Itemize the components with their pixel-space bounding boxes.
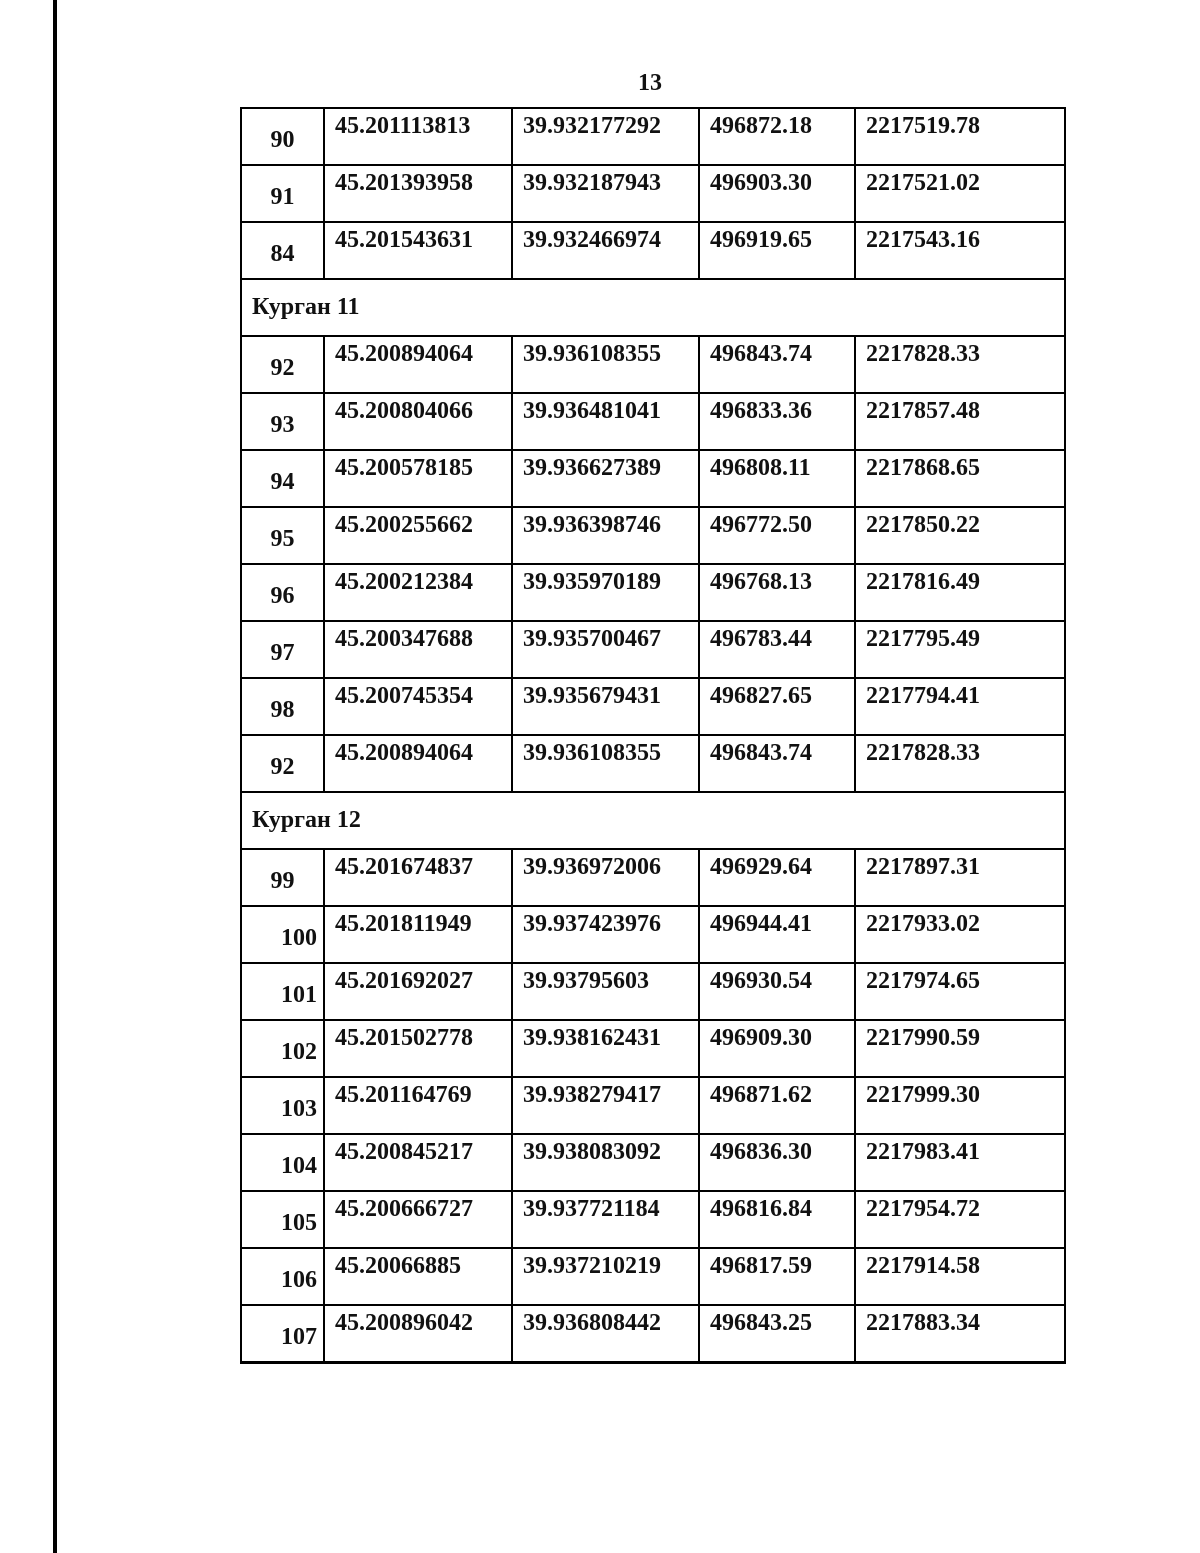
y-coordinate-cell: 2217828.33: [855, 336, 1065, 393]
table-row: [241, 678, 1065, 735]
latitude-cell: 45.200666727: [324, 1191, 512, 1248]
y-coordinate-cell: 2217519.78: [855, 108, 1065, 165]
longitude-cell: 39.935700467: [512, 621, 699, 678]
point-number-cell: 91: [241, 165, 324, 222]
point-number-cell: 98: [241, 678, 324, 735]
table-row: [241, 1020, 1065, 1077]
longitude-cell: 39.936481041: [512, 393, 699, 450]
x-coordinate-cell: 496843.74: [699, 336, 855, 393]
table-row: [241, 336, 1065, 393]
point-number-cell: 99: [241, 849, 324, 906]
y-coordinate-cell: 2217857.48: [855, 393, 1065, 450]
x-coordinate-cell: 496843.74: [699, 735, 855, 792]
y-coordinate-cell: 2217828.33: [855, 735, 1065, 792]
section-title: Курган 12: [241, 792, 1065, 849]
latitude-cell: 45.20066885: [324, 1248, 512, 1305]
latitude-cell: 45.200845217: [324, 1134, 512, 1191]
table-row: [241, 108, 1065, 165]
x-coordinate-cell: 496872.18: [699, 108, 855, 165]
x-coordinate-cell: 496843.25: [699, 1305, 855, 1362]
point-number-cell: 104: [241, 1134, 324, 1191]
table-row: [241, 1305, 1065, 1362]
longitude-cell: 39.935970189: [512, 564, 699, 621]
latitude-cell: 45.200745354: [324, 678, 512, 735]
table-row: [241, 1191, 1065, 1248]
latitude-cell: 45.200212384: [324, 564, 512, 621]
table-row: [241, 393, 1065, 450]
point-number-cell: 97: [241, 621, 324, 678]
latitude-cell: 45.201674837: [324, 849, 512, 906]
y-coordinate-cell: 2217794.41: [855, 678, 1065, 735]
table-row: [241, 507, 1065, 564]
x-coordinate-cell: 496929.64: [699, 849, 855, 906]
y-coordinate-cell: 2217883.34: [855, 1305, 1065, 1362]
table-row: [241, 963, 1065, 1020]
x-coordinate-cell: 496930.54: [699, 963, 855, 1020]
longitude-cell: 39.937423976: [512, 906, 699, 963]
x-coordinate-cell: 496783.44: [699, 621, 855, 678]
point-number-cell: 96: [241, 564, 324, 621]
longitude-cell: 39.937721184: [512, 1191, 699, 1248]
y-coordinate-cell: 2217850.22: [855, 507, 1065, 564]
latitude-cell: 45.201164769: [324, 1077, 512, 1134]
section-row: [241, 279, 1065, 336]
y-coordinate-cell: 2217543.16: [855, 222, 1065, 279]
longitude-cell: 39.932177292: [512, 108, 699, 165]
latitude-cell: 45.200578185: [324, 450, 512, 507]
latitude-cell: 45.201113813: [324, 108, 512, 165]
latitude-cell: 45.200894064: [324, 735, 512, 792]
latitude-cell: 45.201393958: [324, 165, 512, 222]
table-row: [241, 906, 1065, 963]
latitude-cell: 45.201692027: [324, 963, 512, 1020]
section-row: [241, 792, 1065, 849]
longitude-cell: 39.936808442: [512, 1305, 699, 1362]
x-coordinate-cell: 496816.84: [699, 1191, 855, 1248]
table-row: [241, 849, 1065, 906]
longitude-cell: 39.932466974: [512, 222, 699, 279]
x-coordinate-cell: 496808.11: [699, 450, 855, 507]
latitude-cell: 45.200896042: [324, 1305, 512, 1362]
y-coordinate-cell: 2217974.65: [855, 963, 1065, 1020]
longitude-cell: 39.936108355: [512, 735, 699, 792]
point-number-cell: 100: [241, 906, 324, 963]
y-coordinate-cell: 2217914.58: [855, 1248, 1065, 1305]
table-row: [241, 1077, 1065, 1134]
x-coordinate-cell: 496836.30: [699, 1134, 855, 1191]
x-coordinate-cell: 496919.65: [699, 222, 855, 279]
x-coordinate-cell: 496909.30: [699, 1020, 855, 1077]
y-coordinate-cell: 2217521.02: [855, 165, 1065, 222]
longitude-cell: 39.938279417: [512, 1077, 699, 1134]
point-number-cell: 94: [241, 450, 324, 507]
x-coordinate-cell: 496903.30: [699, 165, 855, 222]
point-number-cell: 103: [241, 1077, 324, 1134]
latitude-cell: 45.200804066: [324, 393, 512, 450]
latitude-cell: 45.201811949: [324, 906, 512, 963]
longitude-cell: 39.936108355: [512, 336, 699, 393]
longitude-cell: 39.93795603: [512, 963, 699, 1020]
table-row: [241, 735, 1065, 792]
latitude-cell: 45.200255662: [324, 507, 512, 564]
coordinates-table: [240, 107, 1066, 1364]
longitude-cell: 39.938083092: [512, 1134, 699, 1191]
point-number-cell: 93: [241, 393, 324, 450]
x-coordinate-cell: 496827.65: [699, 678, 855, 735]
y-coordinate-cell: 2217990.59: [855, 1020, 1065, 1077]
page-number: 13: [638, 70, 662, 96]
y-coordinate-cell: 2217897.31: [855, 849, 1065, 906]
point-number-cell: 90: [241, 108, 324, 165]
latitude-cell: 45.200894064: [324, 336, 512, 393]
table-row: [241, 564, 1065, 621]
longitude-cell: 39.936627389: [512, 450, 699, 507]
x-coordinate-cell: 496772.50: [699, 507, 855, 564]
point-number-cell: 101: [241, 963, 324, 1020]
y-coordinate-cell: 2217983.41: [855, 1134, 1065, 1191]
x-coordinate-cell: 496944.41: [699, 906, 855, 963]
point-number-cell: 92: [241, 735, 324, 792]
latitude-cell: 45.201543631: [324, 222, 512, 279]
point-number-cell: 95: [241, 507, 324, 564]
point-number-cell: 102: [241, 1020, 324, 1077]
coordinates-table-body: [241, 108, 1065, 1362]
longitude-cell: 39.936398746: [512, 507, 699, 564]
table-row: [241, 1134, 1065, 1191]
point-number-cell: 84: [241, 222, 324, 279]
table-row: [241, 165, 1065, 222]
table-row: [241, 621, 1065, 678]
section-title: Курган 11: [241, 279, 1065, 336]
point-number-cell: 92: [241, 336, 324, 393]
table-row: [241, 222, 1065, 279]
longitude-cell: 39.936972006: [512, 849, 699, 906]
y-coordinate-cell: 2217954.72: [855, 1191, 1065, 1248]
longitude-cell: 39.935679431: [512, 678, 699, 735]
longitude-cell: 39.938162431: [512, 1020, 699, 1077]
point-number-cell: 106: [241, 1248, 324, 1305]
scan-edge-line: [53, 0, 57, 1553]
y-coordinate-cell: 2217795.49: [855, 621, 1065, 678]
table-row: [241, 1248, 1065, 1305]
table-row: [241, 450, 1065, 507]
x-coordinate-cell: 496833.36: [699, 393, 855, 450]
y-coordinate-cell: 2217868.65: [855, 450, 1065, 507]
point-number-cell: 105: [241, 1191, 324, 1248]
longitude-cell: 39.932187943: [512, 165, 699, 222]
x-coordinate-cell: 496768.13: [699, 564, 855, 621]
y-coordinate-cell: 2217816.49: [855, 564, 1065, 621]
y-coordinate-cell: 2217933.02: [855, 906, 1065, 963]
x-coordinate-cell: 496871.62: [699, 1077, 855, 1134]
latitude-cell: 45.200347688: [324, 621, 512, 678]
y-coordinate-cell: 2217999.30: [855, 1077, 1065, 1134]
latitude-cell: 45.201502778: [324, 1020, 512, 1077]
longitude-cell: 39.937210219: [512, 1248, 699, 1305]
x-coordinate-cell: 496817.59: [699, 1248, 855, 1305]
point-number-cell: 107: [241, 1305, 324, 1362]
